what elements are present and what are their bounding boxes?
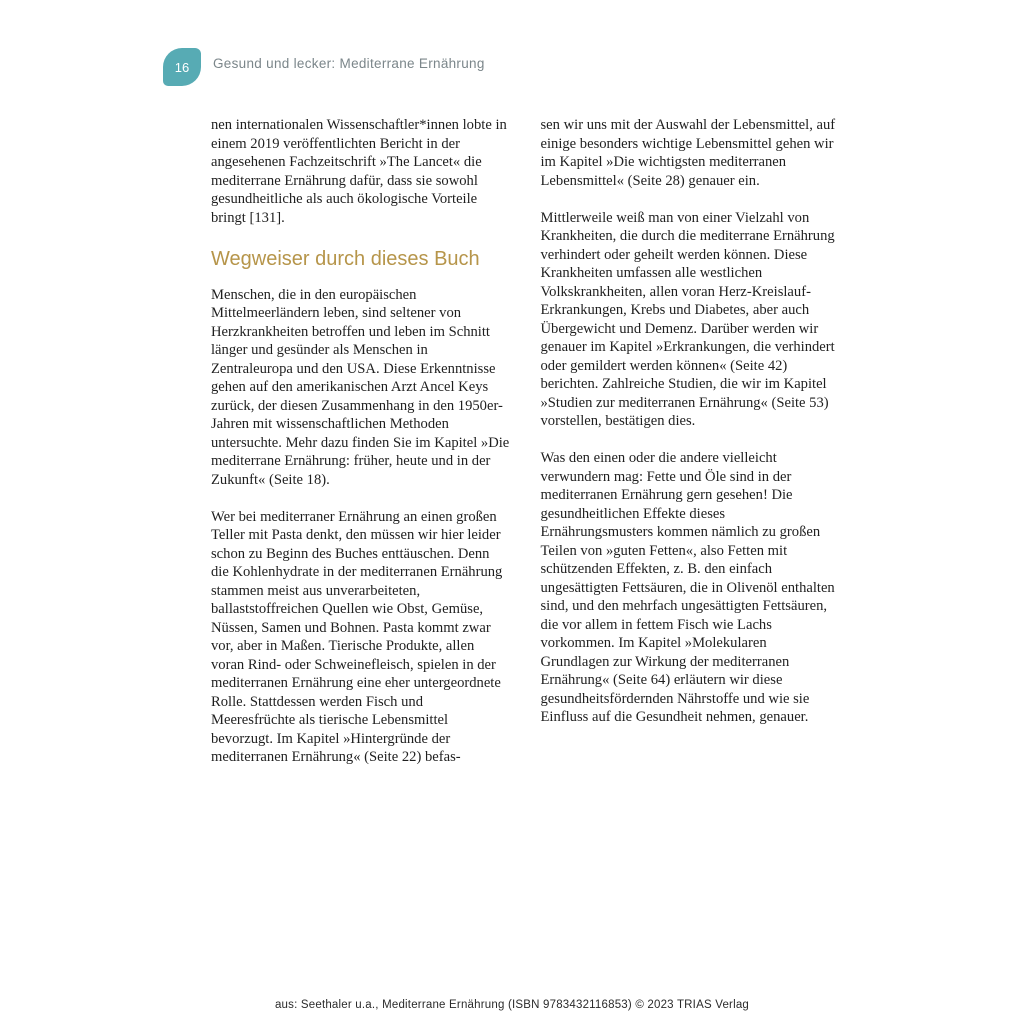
paragraph: sen wir uns mit der Auswahl der Lebensmittel, auf einige besonders wichtige Lebensmittel gehen wir im Kapitel »Die wichtigsten mediterranen Lebensmittel« (Seite 28) genauer ein. xyxy=(540,117,836,189)
text-columns xyxy=(211,116,839,785)
left-column xyxy=(211,116,510,785)
running-head: Gesund und lecker: Mediterrane Ernährung xyxy=(213,56,485,71)
page-number-badge xyxy=(163,48,201,86)
right-column xyxy=(541,116,840,785)
paragraph: Was den einen oder die andere vielleicht verwundern mag: Fette und Öle sind in der mediterranen Ernährung gern gesehen! Die gesundheitlichen Effekte dieses Ernährungsmusters kommen nämlich zu großen Teilen von »guten Fetten«, also Fetten mit schützenden Effekten, z. B. den einfach ungesättigten Fettsäuren, die in Olivenöl enthalten sind, und den mehrfach ungesättigten Fettsäuren, die vor allem in fettem Fisch wie Lachs vorkommen. Im Kapitel »Molekularen Grundlagen zur Wirkung der mediterranen Ernährung« (Seite 64) erläutern wir diese gesundheitsfördernden Nährstoffe und wie sie Einfluss auf die Gesundheit nehmen, genauer. xyxy=(540,450,835,725)
paragraph: nen internationalen Wissenschaftler*innen lobte in einem 2019 veröffentlichten Bericht in der angesehenen Fachzeitschrift »The Lancet« die mediterrane Ernährung dafür, dass sie sowohl gesundheitliche als auch ökologische Vorteile bringt [131]. xyxy=(211,117,507,226)
page-number: 16 xyxy=(174,59,190,75)
paragraph: Mittlerweile weiß man von einer Vielzahl von Krankheiten, die durch die mediterrane Ernährung verhindert oder geheilt werden können. Diese Krankheiten umfassen alle westlichen Volkskrankheiten, allen voran Herz-Kreislauf-Erkrankungen, Krebs und Diabetes, aber auch Übergewicht und Demenz. Darüber werden wir genauer im Kapitel »Erkrankungen, die verhindert oder gemildert werden können« (Seite 42) berichten. Zahlreiche Studien, die wir im Kapitel »Studien zur mediterranen Ernährung« (Seite 53) vorstellen, bestätigen dies. xyxy=(540,209,835,429)
footer-credit: aus: Seethaler u.a., Mediterrane Ernährung (ISBN 9783432116853) © 2023 TRIAS Verlag xyxy=(274,999,750,1011)
paragraph: Menschen, die in den europäischen Mittelmeerländern leben, sind seltener von Herzkrankheiten betroffen und leben im Schnitt länger und gesünder als Menschen in Zentraleuropa und den USA. Diese Erkenntnisse gehen auf den amerikanischen Arzt Ancel Keys zurück, der diesen Zusammenhang in den 1950er-Jahren mit wissenschaftlichen Methoden untersuchte. Mehr dazu finden Sie im Kapitel »Die mediterrane Ernährung: früher, heute und in der Zukunft« (Seite 18). xyxy=(211,286,510,488)
paragraph: Wer bei mediterraner Ernährung an einen großen Teller mit Pasta denkt, den müssen wir hier leider schon zu Beginn des Buches enttäuschen. Denn die Kohlenhydrate in der mediterranen Ernährung stammen meist aus unverarbeiteten, ballaststoffreichen Quellen wie Obst, Gemüse, Nüssen, Samen und Bohnen. Pasta kommt zwar vor, aber in Maßen. Tierische Produkte, allen voran Rind- oder Schweinefleisch, spielen in der mediterranen Ernährung eine eher untergeordnete Rolle. Stattdessen werden Fisch und Meeresfrüchte als tierische Lebensmittel bevorzugt. Im Kapitel »Hintergründe der mediterranen Ernährung« (Seite 22) befas- xyxy=(211,508,503,765)
section-heading: Wegweiser durch dieses Buch xyxy=(211,247,480,270)
